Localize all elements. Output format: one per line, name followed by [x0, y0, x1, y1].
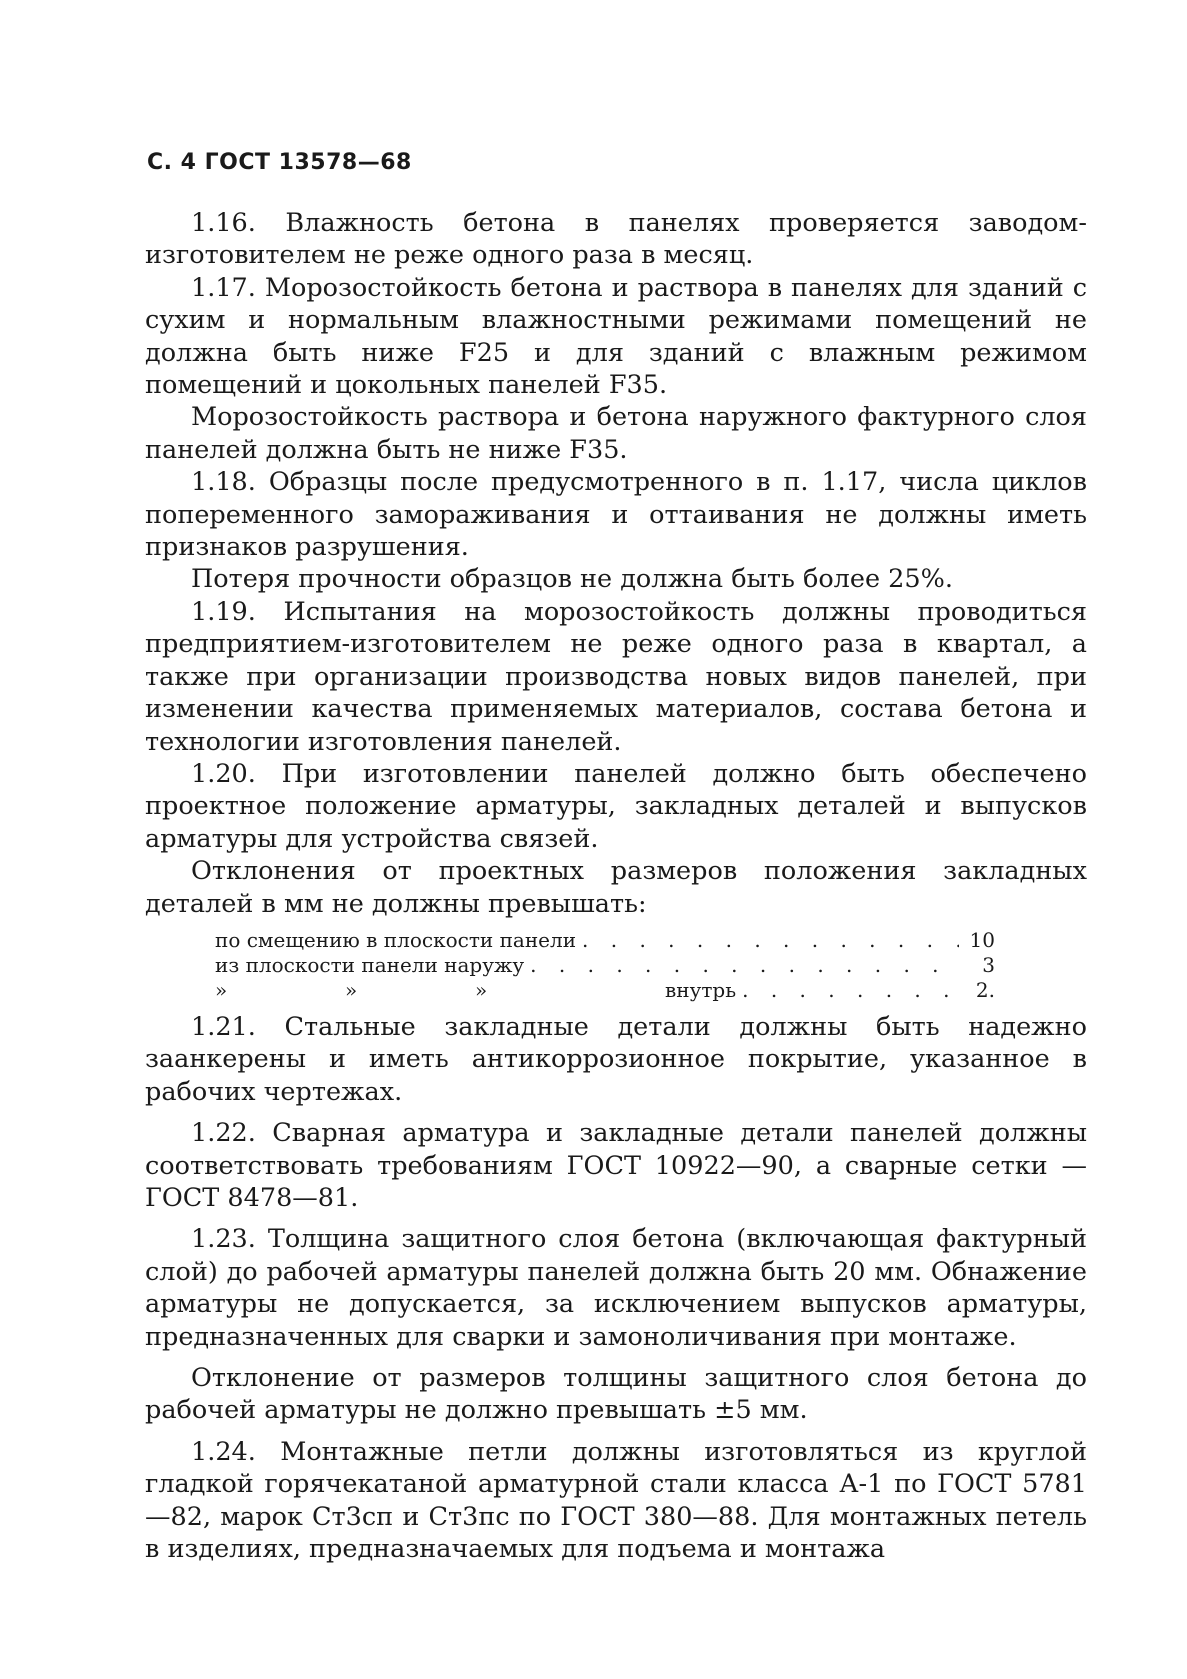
tolerance-value: 10 [969, 927, 995, 952]
paragraph-1-24: 1.24. Монтажные петли должны изготовляться из круглой гладкой горячекатаной арматурной стали класса А-1 по ГОСТ 5781—82, марок Ст3сп и Ст3пс по ГОСТ 380—88. Для монтажных петель в изделиях, предназначаемых для подъема и монтажа [145, 1436, 1087, 1565]
tolerance-row [215, 953, 995, 978]
tolerance-label: из плоскости панели наружу [215, 952, 525, 977]
paragraph-1-17: 1.17. Морозостойкость бетона и раствора в панелях для зданий с сухим и нормальным влажностными режимами помещений не должна быть ниже F25 и для зданий с влажным режимом помещений и цокольных панелей F35. [145, 272, 1087, 401]
paragraph-1-23-deviation: Отклонение от размеров толщины защитного слоя бетона до рабочей арматуры не должно превышать ±5 мм. [145, 1363, 1087, 1426]
ditto-mark: » [475, 977, 488, 1002]
dot-leader [530, 953, 959, 978]
tolerance-label: по смещению в плоскости панели [215, 927, 577, 952]
paragraph-1-21: 1.21. Стальные закладные детали должны быть надежно заанкерены и иметь антикоррозионное покрытие, указанное в рабочих чертежах. [145, 1011, 1087, 1107]
tolerance-label-ditto [215, 978, 736, 1003]
paragraph-1-20-deviations: Отклонения от проектных размеров положения закладных деталей в мм не должны превышать: [145, 856, 1087, 919]
paragraph-1-20: 1.20. При изготовлении панелей должно быть обеспечено проектное положение арматуры, закладных деталей и выпусков арматуры для устройства связей. [145, 758, 1087, 854]
ditto-mark: » [215, 977, 228, 1002]
paragraph-1-22: 1.22. Сварная арматура и закладные детали панелей должны соответствовать требованиям ГОСТ 10922—90, а сварные сетки — ГОСТ 8478—81. [145, 1118, 1087, 1213]
dot-leader [582, 928, 959, 953]
tolerance-value: 2. [975, 977, 995, 1002]
paragraph-1-17-frost: Морозостойкость раствора и бетона наружного фактурного слоя панелей должна быть не ниже F35. [145, 402, 1087, 465]
tolerance-value: 3 [982, 952, 995, 977]
page-header: С. 4 ГОСТ 13578—68 [147, 150, 412, 175]
tolerance-row [215, 978, 995, 1003]
paragraph-1-19: 1.19. Испытания на морозостойкость должны проводиться предприятием-изготовителем не реже одного раза в квартал, а также при организации производства новых видов панелей, при изменении качества применяемых материалов, состава бетона и технологии изготовления панелей. [145, 596, 1087, 757]
paragraph-1-23: 1.23. Толщина защитного слоя бетона (включающая фактурный слой) до рабочей арматуры панелей должна быть 20 мм. Обнажение арматуры не допускается, за исключением выпусков арматуры, предназначенных для сварки и замоноличивания при монтаже. [145, 1224, 1087, 1352]
ditto-mark: » [345, 977, 358, 1002]
tolerance-row [215, 928, 995, 953]
dot-leader [742, 978, 959, 1003]
tolerance-label: внутрь [665, 977, 737, 1002]
paragraph-1-16: 1.16. Влажность бетона в панелях проверяется заводом-изготовителем не реже одного раза в месяц. [145, 208, 1087, 271]
tolerance-table [215, 928, 995, 1003]
paragraph-1-18-strength: Потеря прочности образцов не должна быть более 25%. [191, 564, 953, 595]
paragraph-1-18: 1.18. Образцы после предусмотренного в п. 1.17, числа циклов попеременного замораживания и оттаивания не должны иметь признаков разрушения. [145, 467, 1087, 563]
